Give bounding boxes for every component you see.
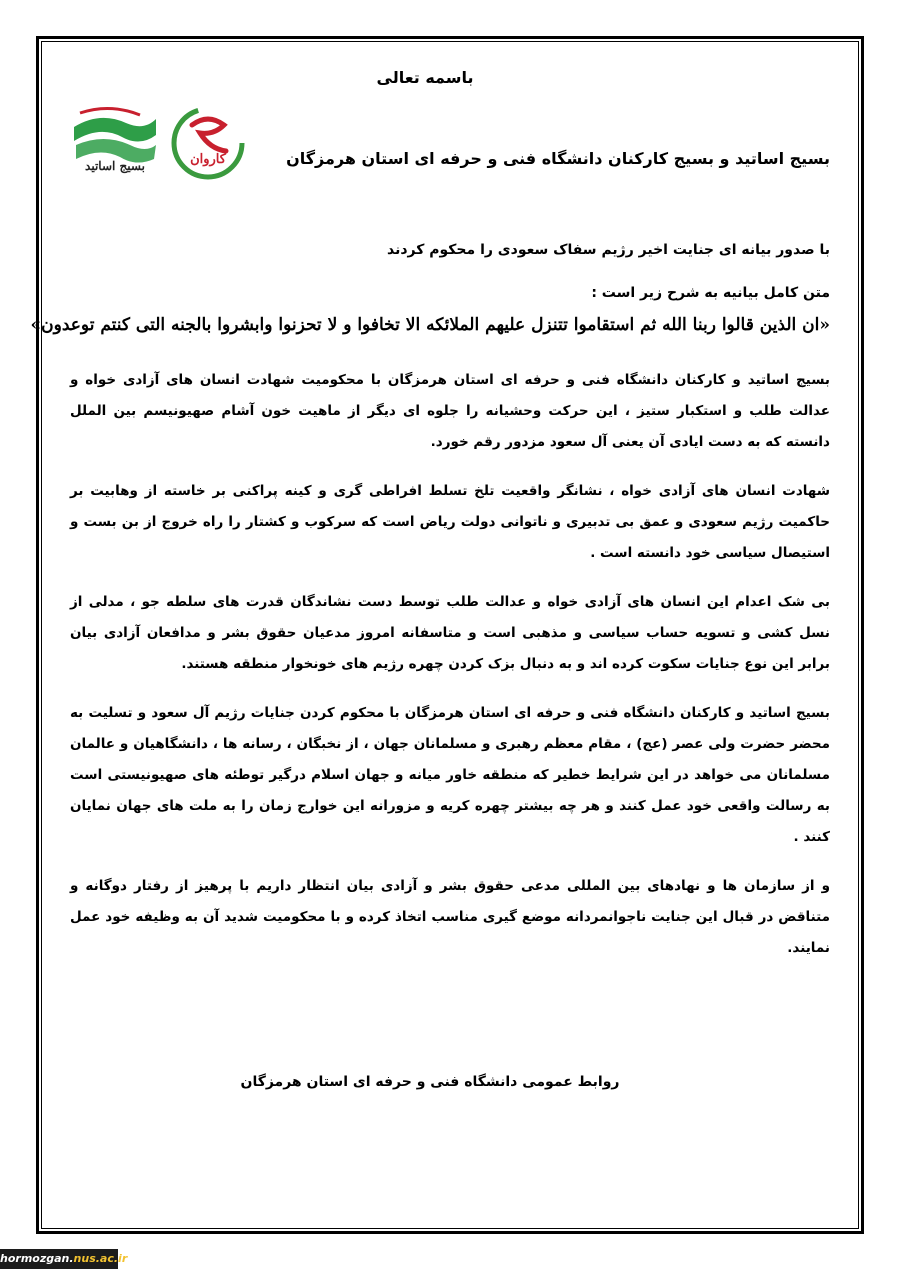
paragraph-5: و از سازمان ها و نهادهای بین المللی مدعی حقوق بشر و آزادی بیان انتظار داریم با پرهیز از رفتار دوگانه و متناقض در قبال این جنایت ناجوانمردانه موضع گیری مناسب اتخاذ کرده و با محکومیت شدید آن به وظیفه خود عمل نمایند. xyxy=(70,878,830,956)
lead-line: متن کامل بیانیه به شرح زیر است : xyxy=(591,285,830,301)
paragraph-3: بی شک اعدام این انسان های آزادی خواه و عدالت طلب توسط دست نشاندگان قدرت های سلطه جو ، مدلی از نسل کشی و تسویه حساب سیاسی و مذهبی است و متاسفانه امروز مدعیان حقوق بشر و مدافعان آزادی بیان برابر این نوع جنایات سکوت کرده اند و به دنبال بزک کردن چهره رژیم های خونخوار منطقه هستند. xyxy=(70,594,830,672)
letter-body xyxy=(30,60,830,1090)
basij-asatid-logo xyxy=(70,105,160,195)
paragraph-4: بسیج اساتید و کارکنان دانشگاه فنی و حرفه ای استان هرمزگان با محکوم کردن جنایات رژیم آل سعود و تسلیت به محضر حضرت ولی عصر (عج) ، مقام معظم رهبری و مسلمانان جهان ، از نخبگان ، رسانه ها ، دانشگاهیان و عالمان مسلمانان می خواهد در این شرایط خطیر که منطقه خاور میانه و جهان اسلام درگیر توطئه های صهیونیستی است به رسالت واقعی خود عمل کنند و هر چه بیشتر چهره کریه و مزورانه این خوارج زمان را به ملت های جهان نمایان کنند . xyxy=(70,705,830,845)
bismillah-heading: باسمه تعالی xyxy=(376,68,474,87)
karvan-logo xyxy=(170,105,246,181)
letterhead xyxy=(70,105,830,215)
intro-line: با صدور بیانه ای جنایت اخیر رژیم سفاک سعودی را محکوم کردند xyxy=(387,242,830,258)
watermark-accent: nus.ac.ir xyxy=(73,1252,128,1265)
svg-text:کاروان: کاروان xyxy=(190,152,226,167)
paragraph-1: بسیج اساتید و کارکنان دانشگاه فنی و حرفه ای استان هرمزگان با محکومیت شهادت انسان های آزادی خواه و عدالت طلب و استکبار ستیز ، این حرکت وحشیانه را جلوه ای دیگر از ماهیت خون آشام صهیونیسم بین الملل دانسته که به دست ایادی آن یعنی آل سعود مزدور رقم خورد. xyxy=(70,372,830,450)
logos xyxy=(70,105,250,195)
signature: روابط عمومی دانشگاه فنی و حرفه ای استان هرمزگان xyxy=(240,1074,620,1090)
quran-verse: «ان الذین قالوا ربنا الله ثم استقاموا تتنزل علیهم الملائکه الا تخافوا و لا تحزنوا وابشروا بالجنه التی کنتم توعدون» xyxy=(30,315,830,335)
organization-title: بسیج اساتید و بسیج کارکنان دانشگاه فنی و حرفه ای استان هرمزگان xyxy=(286,149,830,168)
basij-logo-caption: بسیج اساتید xyxy=(85,159,145,173)
paragraph-2: شهادت انسان های آزادی خواه ، نشانگر واقعیت تلخ تسلط افراطی گری و کینه پراکنی بر خاسته از وهابیت بر حاکمیت رژیم سعودی و عمق بی تدبیری و ناتوانی دولت ریاض است که سرکوب و کشتار را راه خروج از بن بست و استیصال سیاسی خود دانسته است . xyxy=(70,483,830,561)
site-watermark xyxy=(0,1249,128,1269)
watermark-prefix: hormozgan. xyxy=(0,1252,74,1265)
